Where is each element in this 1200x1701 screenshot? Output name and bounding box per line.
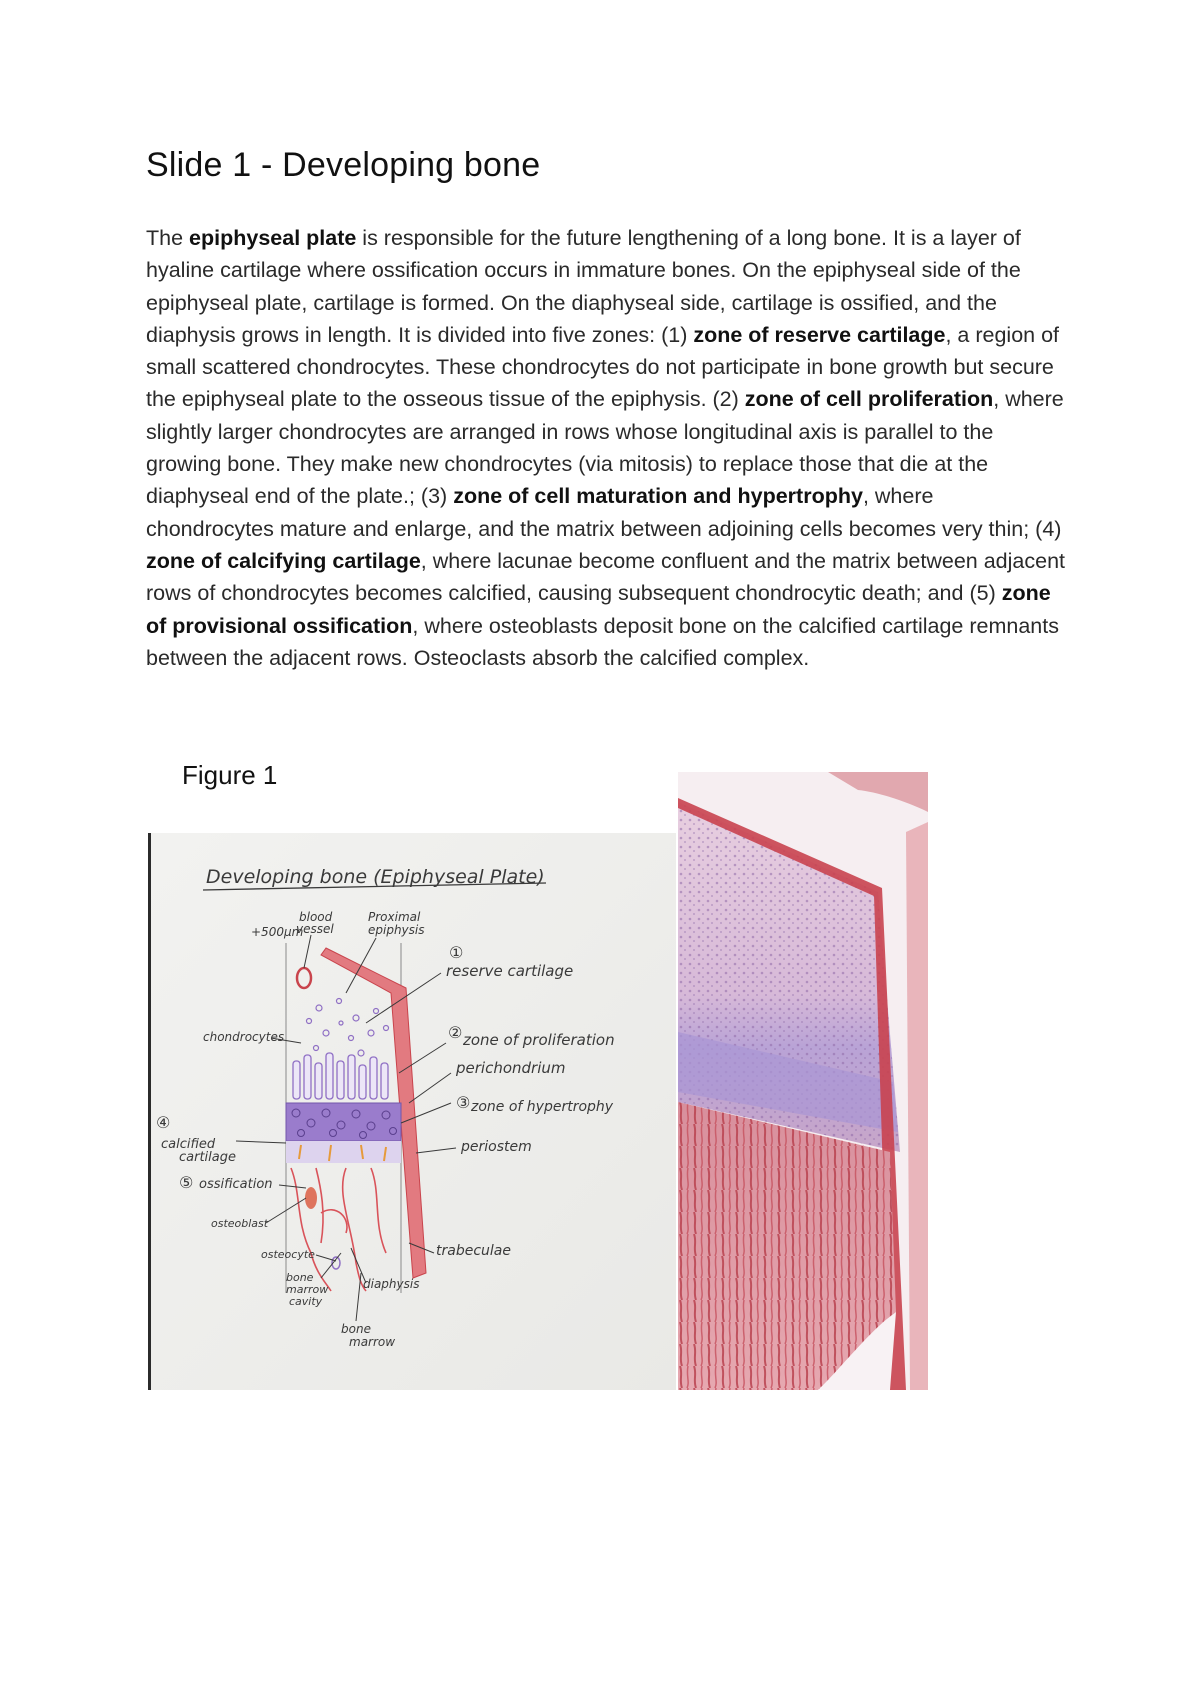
label-osteocyte: osteocyte (261, 1248, 315, 1261)
label-proximal-2: epiphysis (368, 923, 425, 937)
bold-term: zone of provisional ossification (146, 581, 1051, 638)
label-bone-marrow-2: marrow (349, 1335, 396, 1349)
label-zone2: zone of proliferation (463, 1031, 615, 1049)
label-marrow-cavity-2: marrow (286, 1283, 329, 1296)
text-run: , where osteoblasts deposit bone on the calcified cartilage remnants between the adjacent rows. Osteoclasts absorb the calcified complex. (146, 613, 1059, 670)
body-paragraph (146, 222, 1066, 674)
label-periosteum: periostem (461, 1139, 532, 1155)
micrograph-image (678, 772, 928, 1390)
bold-term: zone of calcifying cartilage (146, 548, 421, 573)
label-zone5-number: ⑤ (179, 1173, 194, 1192)
text-run: , a region of small scattered chondrocytes. These chondrocytes do not participate in bone growth but secure the epiphyseal plate to the osseous tissue of the epiphysis. (2) (146, 322, 1060, 412)
label-blood-1: blood (299, 910, 333, 924)
sketch-heading: Developing bone (Epiphyseal Plate) (206, 866, 545, 888)
label-calcified-2: cartilage (179, 1150, 236, 1165)
bold-term: zone of cell maturation and hypertrophy (453, 484, 863, 509)
bold-term: zone of reserve cartilage (693, 322, 946, 347)
figure-label: Figure 1 (182, 760, 278, 790)
text-run: , where lacunae become confluent and the matrix between adjacent rows of chondrocytes becomes calcified, causing subsequent chondrocytic death; and (5) (146, 548, 1066, 606)
label-bone-marrow-1: bone (341, 1322, 371, 1336)
label-scale: +500μm (251, 925, 304, 939)
label-diaphysis: diaphysis (363, 1277, 420, 1291)
label-calcified-1: calcified (161, 1137, 216, 1152)
label-marrow-cavity-1: bone (286, 1271, 314, 1284)
label-zone1-number: ① (449, 943, 464, 962)
label-zone1: reserve cartilage (446, 962, 574, 980)
page-title: Slide 1 - Developing bone (146, 146, 541, 184)
label-chondrocytes: chondrocytes (203, 1030, 285, 1044)
bold-term: zone of cell proliferation (744, 387, 994, 412)
text-run: , where slightly larger chondrocytes are arranged in rows whose longitudinal axis is parallel to the growing bone. They make new chondrocytes (via mitosis) to replace those that die at the diaphyseal end of the plate.; (3) (146, 387, 1064, 509)
osteoblast-drawing (305, 1187, 317, 1209)
bold-term: epiphyseal plate (189, 226, 357, 250)
label-trabeculae: trabeculae (436, 1243, 511, 1259)
label-marrow-cavity-3: cavity (289, 1295, 323, 1308)
label-ossification: ossification (199, 1177, 273, 1192)
hand-drawn-diagram (148, 833, 676, 1390)
text-run: The (146, 226, 190, 250)
label-osteoblast: osteoblast (211, 1217, 269, 1230)
label-blood-2: vessel (296, 922, 334, 936)
label-proximal-1: Proximal (368, 910, 421, 924)
label-zone3: zone of hypertrophy (471, 1099, 614, 1115)
text-run: is responsible for the future lengthening of a long bone. It is a layer of hyaline cartilage where ossification occurs in immature bones. On the epiphyseal side of the epiphyseal plate, cartilage is formed. On the diaphyseal side, cartilage is ossified, and the diaphysis grows in length. It is divided into five zones: (1) (146, 226, 1021, 347)
label-zone4-number: ④ (156, 1113, 171, 1132)
label-zone2-number: ② (448, 1023, 463, 1042)
label-perichondrium: perichondrium (456, 1059, 566, 1077)
text-run: , where chondrocytes mature and enlarge, and the matrix between adjoining cells becomes very thin; (4) (146, 484, 1062, 541)
label-zone3-number: ③ (456, 1093, 471, 1112)
